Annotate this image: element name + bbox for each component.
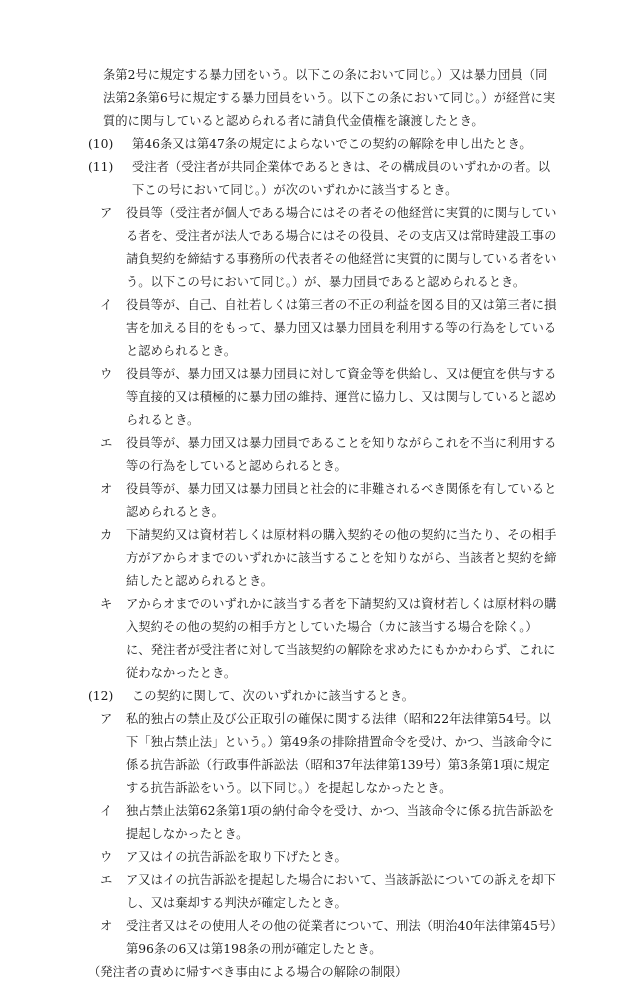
section-heading: （発注者の責めに帰すべき事由による場合の解除の制限） bbox=[88, 965, 408, 979]
lead-in-paragraph: 条第2号に規定する暴力団をいう。以下この条において同じ。）又は暴力団員（同法第2条第6号に規定する暴力団員をいう。以下この条において同じ。）が経営に実質的に関与していると認められる者に請負代金債権を譲渡したとき。 bbox=[103, 68, 556, 128]
sub-item-text: 下請契約又は資材若しくは原材料の購入契約その他の契約に当たり、その相手方がアからオまでのいずれかに該当することを知りながら、当該者と契約を締結したと認められるとき。 bbox=[126, 528, 557, 588]
item-11-ki bbox=[88, 593, 558, 685]
item-11-o bbox=[88, 478, 558, 524]
item-12-e bbox=[88, 869, 558, 915]
sub-item-text: 役員等が、暴力団又は暴力団員であることを知りながらこれを不当に利用する等の行為をしていると認められるとき。 bbox=[126, 436, 557, 473]
sub-item-label: ウ bbox=[100, 367, 113, 381]
item-12-u bbox=[88, 846, 558, 869]
item-11-i bbox=[88, 294, 558, 363]
sub-item-text: 役員等が、暴力団又は暴力団員と社会的に非難されるべき関係を有していると認められるとき。 bbox=[126, 482, 557, 519]
sub-item-text: 私的独占の禁止及び公正取引の確保に関する法律（昭和22年法律第54号。以下「独占禁止法」という。）第49条の排除措置命令を受け、かつ、当該命令に係る抗告訴訟（行政事件訴訟法（昭和37年法律第139号）第3条第1項に規定する抗告訴訟をいう。以下同じ。）を提起しなかったとき。 bbox=[126, 712, 553, 795]
item-11-e bbox=[88, 432, 558, 478]
item-12 bbox=[88, 685, 558, 708]
sub-item-label: エ bbox=[100, 873, 113, 887]
sub-item-text: 役員等（受注者が個人である場合にはその者その他経営に実質的に関与している者を、受注者が法人である場合にはその役員、その支店又は常時建設工事の請負契約を締結する事務所の代表者その他経営に実質的に関与している者をいう。以下この号において同じ。）が、暴力団員であると認められるとき。 bbox=[126, 206, 557, 289]
sub-item-label: ア bbox=[100, 712, 113, 726]
sub-item-label: オ bbox=[100, 482, 113, 496]
sub-item-label: ア bbox=[100, 206, 113, 220]
sub-item-label: オ bbox=[100, 919, 113, 933]
item-11 bbox=[88, 156, 558, 202]
sub-item-text: アからオまでのいずれかに該当する者を下請契約又は資材若しくは原材料の購入契約その他の契約の相手方としていた場合（カに該当する場合を除く。）に、発注者が受注者に対して当該契約の解除を求めたにもかかわらず、これに従わなかったとき。 bbox=[126, 597, 557, 680]
item-10-text: 第46条又は第47条の規定によらないでこの契約の解除を申し出たとき。 bbox=[132, 137, 532, 151]
item-12-label: (12) bbox=[88, 689, 114, 703]
item-11-label: (11) bbox=[88, 160, 114, 174]
item-11-a bbox=[88, 202, 558, 294]
sub-item-label: カ bbox=[100, 528, 113, 542]
item-12-o bbox=[88, 915, 558, 961]
item-11-text: 受注者（受注者が共同企業体であるときは、その構成員のいずれかの者。以下この号において同じ。）が次のいずれかに該当するとき。 bbox=[132, 160, 551, 197]
sub-item-text: 受注者又はその使用人その他の従業者について、刑法（明治40年法律第45号）第96条の6又は第198条の刑が確定したとき。 bbox=[126, 919, 557, 956]
item-10 bbox=[88, 133, 558, 156]
document-body bbox=[88, 64, 558, 984]
item-12-i bbox=[88, 800, 558, 846]
sub-item-text: 役員等が、自己、自社若しくは第三者の不正の利益を図る目的又は第三者に損害を加える目的をもって、暴力団又は暴力団員を利用する等の行為をしていると認められるとき。 bbox=[126, 298, 557, 358]
item-12-text: この契約に関して、次のいずれかに該当するとき。 bbox=[132, 689, 415, 703]
sub-item-text: ア又はイの抗告訴訟を取り下げたとき。 bbox=[126, 850, 347, 864]
sub-item-label: キ bbox=[100, 597, 113, 611]
sub-item-label: イ bbox=[100, 804, 113, 818]
sub-item-text: 独占禁止法第62条第1項の納付命令を受け、かつ、当該命令に係る抗告訴訟を提起しなかったとき。 bbox=[126, 804, 555, 841]
item-11-u bbox=[88, 363, 558, 432]
sub-item-label: ウ bbox=[100, 850, 113, 864]
item-12-a bbox=[88, 708, 558, 800]
item-10-label: (10) bbox=[88, 137, 114, 151]
item-11-ka bbox=[88, 524, 558, 593]
sub-item-text: 役員等が、暴力団又は暴力団員に対して資金等を供給し、又は便宜を供与する等直接的又は積極的に暴力団の維持、運営に協力し、又は関与していると認められるとき。 bbox=[126, 367, 557, 427]
sub-item-text: ア又はイの抗告訴訟を提起した場合において、当該訴訟についての訴えを却下し、又は棄却する判決が確定したとき。 bbox=[126, 873, 556, 910]
sub-item-label: エ bbox=[100, 436, 113, 450]
sub-item-label: イ bbox=[100, 298, 113, 312]
